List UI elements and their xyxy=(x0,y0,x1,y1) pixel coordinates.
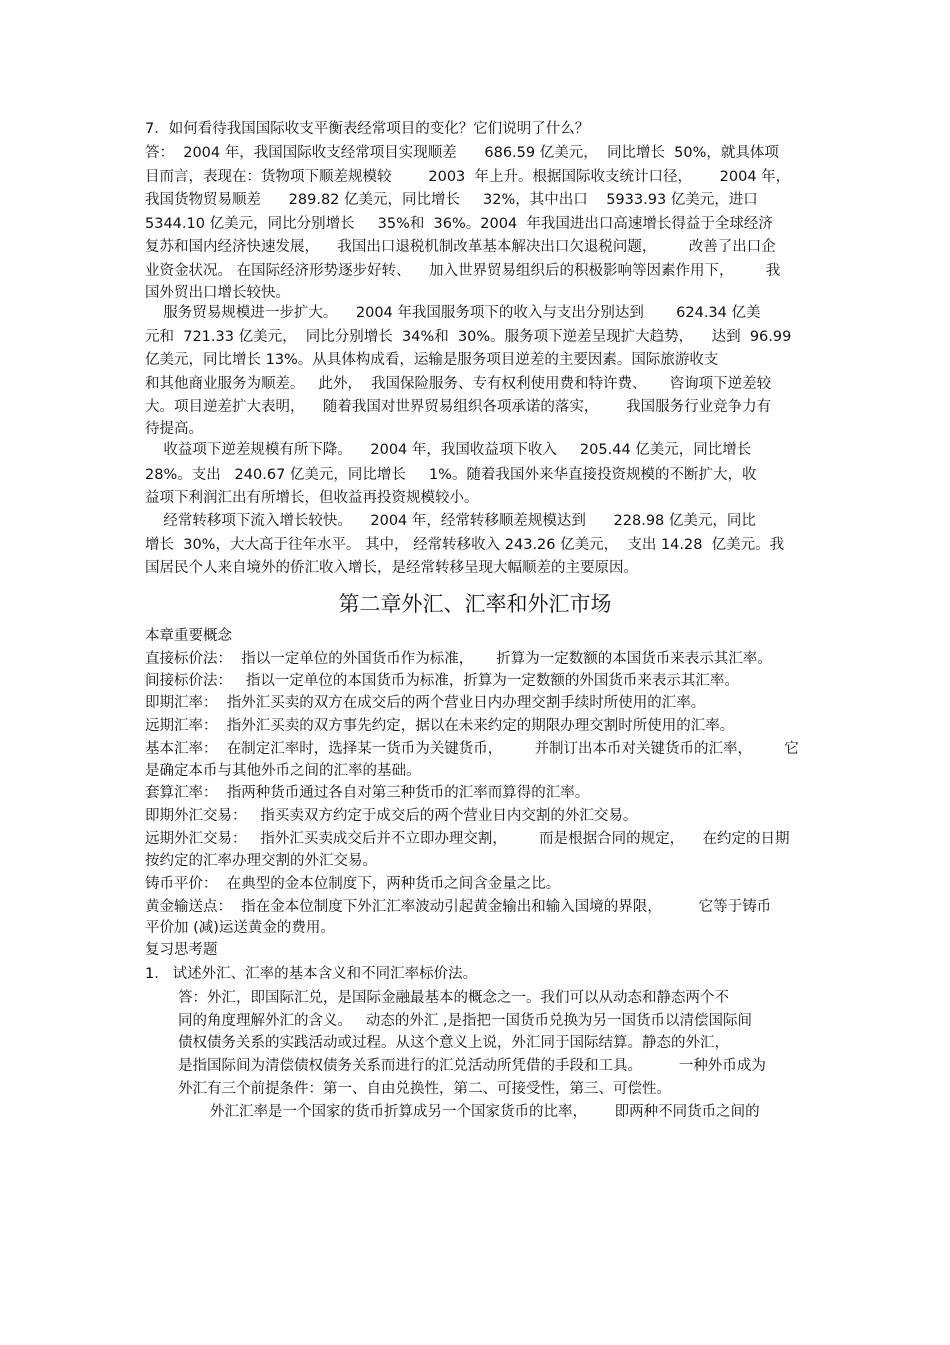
concept-line: 套算汇率： 指两种货币通过各自对第三种货币的汇率而算得的汇率。 xyxy=(145,785,590,801)
text-line: 增长 30%，大大高于往年水平。 其中， 经常转移收入 243.26 亿美元， 支出 14.28 亿美元。我 xyxy=(145,537,785,553)
text-line: 28%。支出 240.67 亿美元，同比增长 1%。随着我国外来华直接投资规模的不断扩大，收 xyxy=(145,467,757,483)
text-line: 经常转移项下流入增长较快。 2004 年，经常转移顺差规模达到 228.98 亿美元，同比 xyxy=(145,513,756,529)
concept-line: 平价加 (减)运送黄金的费用。 xyxy=(145,920,335,936)
text-line: 国外贸出口增长较快。 xyxy=(145,285,290,301)
concept-line: 远期外汇交易： 指外汇买卖成交后并不立即办理交割， 而是根据合同的规定， 在约定的日期 xyxy=(145,831,790,847)
text-line: 答： 2004 年，我国国际收支经常项目实现顺差 686.59 亿美元， 同比增长 50%，就具体项 xyxy=(145,145,779,161)
question-7: 7．如何看待我国国际收支平衡表经常项目的变化？它们说明了什么？ xyxy=(145,121,590,137)
chapter-title: 第二章外汇、汇率和外汇市场 xyxy=(338,592,612,616)
text-line: 益项下利润汇出有所增长，但收益再投资规模较小。 xyxy=(145,490,479,506)
concept-line: 直接标价法： 指以一定单位的外国货币作为标准， 折算为一定数额的本国货币来表示其汇率。 xyxy=(145,651,772,667)
concept-line: 即期外汇交易： 指买卖双方约定于成交后的两个营业日内交割的外汇交易。 xyxy=(145,808,638,824)
text-line: 目而言，表现在：货物项下顺差规模较 2003 年上升。根据国际收支统计口径， 2004 年， xyxy=(145,169,791,185)
answer-line: 外汇汇率是一个国家的货币折算成另一个国家货币的比率， 即两种不同货币之间的 xyxy=(210,1104,760,1120)
text-line: 复苏和国内经济快速发展， 我国出口退税机制改革基本解决出口欠退税问题， 改善了出口企 xyxy=(145,239,776,255)
concept-line: 按约定的汇率办理交割的外汇交易。 xyxy=(145,853,377,869)
section-heading: 复习思考题 xyxy=(145,942,218,958)
text-line: 5344.10 亿美元，同比分别增长 35%和 36%。2004 年我国进出口高速增长得益于全球经济 xyxy=(145,216,773,232)
answer-line: 外汇有三个前提条件：第一、自由兑换性，第二、可接受性，第三、可偿性。 xyxy=(178,1081,671,1097)
answer-line: 同的角度理解外汇的含义。 动态的外汇 ,是指把一国货币兑换为另一国货币以清偿国际间 xyxy=(178,1013,753,1029)
concept-line: 基本汇率： 在制定汇率时，选择某一货币为关键货币， 并制订出本币对关键货币的汇率， 它 xyxy=(145,741,799,757)
concept-line: 间接标价法： 指以一定单位的本国货币为标准，折算为一定数额的外国货币来表示其汇率。 xyxy=(145,673,739,689)
concept-line: 远期汇率： 指外汇买卖的双方事先约定，据以在未来约定的期限办理交割时所使用的汇率。 xyxy=(145,718,735,734)
text-line: 服务贸易规模进一步扩大。 2004 年我国服务项下的收入与支出分别达到 624.34 亿美 xyxy=(145,305,761,321)
text-line: 我国货物贸易顺差 289.82 亿美元，同比增长 32%，其中出口 5933.93 亿美元，进口 xyxy=(145,192,758,208)
text-line: 亿美元，同比增长 13%。从具体构成看，运输是服务项目逆差的主要因素。国际旅游收支 xyxy=(145,352,719,368)
concept-line: 是确定本币与其他外币之间的汇率的基础。 xyxy=(145,763,421,779)
text-line: 元和 721.33 亿美元， 同比分别增长 34%和 30%。服务项下逆差呈现扩大趋势， 达到 96.99 xyxy=(145,329,792,345)
answer-line: 是指国际间为清偿债权债务关系而进行的汇兑活动所凭借的手段和工具。 一种外币成为 xyxy=(178,1058,766,1074)
text-line: 大。项目逆差扩大表明， 随着我国对世界贸易组织各项承诺的落实， 我国服务行业竞争力有 xyxy=(145,399,772,415)
answer-line: 答：外汇，即国际汇兑，是国际金融最基本的概念之一。我们可以从动态和静态两个不 xyxy=(178,990,729,1006)
answer-line: 债权债务关系的实践活动或过程。从这个意义上说，外汇同于国际结算。静态的外汇， xyxy=(178,1035,729,1051)
concept-line: 铸币平价： 在典型的金本位制度下，两种货币之间含金量之比。 xyxy=(145,876,561,892)
text-line: 业资金状况。 在国际经济形势逐步好转、 加入世界贸易组织后的积极影响等因素作用下， 我 xyxy=(145,263,781,279)
concept-line: 即期汇率： 指外汇买卖的双方在成交后的两个营业日内办理交割手续时所使用的汇率。 xyxy=(145,695,706,711)
text-line: 和其他商业服务为顺差。 此外， 我国保险服务、专有权利使用费和特许费、 咨询项下逆差较 xyxy=(145,376,772,392)
text-line: 国居民个人来自境外的侨汇收入增长，是经常转移呈现大幅顺差的主要原因。 xyxy=(145,560,638,576)
concept-line: 黄金输送点： 指在金本位制度下外汇汇率波动引起黄金输出和输入国境的界限， 它等于铸币 xyxy=(145,899,772,915)
question-1: 1. 试述外汇、汇率的基本含义和不同汇率标价法。 xyxy=(145,966,478,982)
section-heading: 本章重要概念 xyxy=(145,628,232,644)
text-line: 待提高。 xyxy=(145,421,203,437)
text-line: 收益项下逆差规模有所下降。 2004 年，我国收益项下收入 205.44 亿美元，同比增长 xyxy=(145,442,752,458)
